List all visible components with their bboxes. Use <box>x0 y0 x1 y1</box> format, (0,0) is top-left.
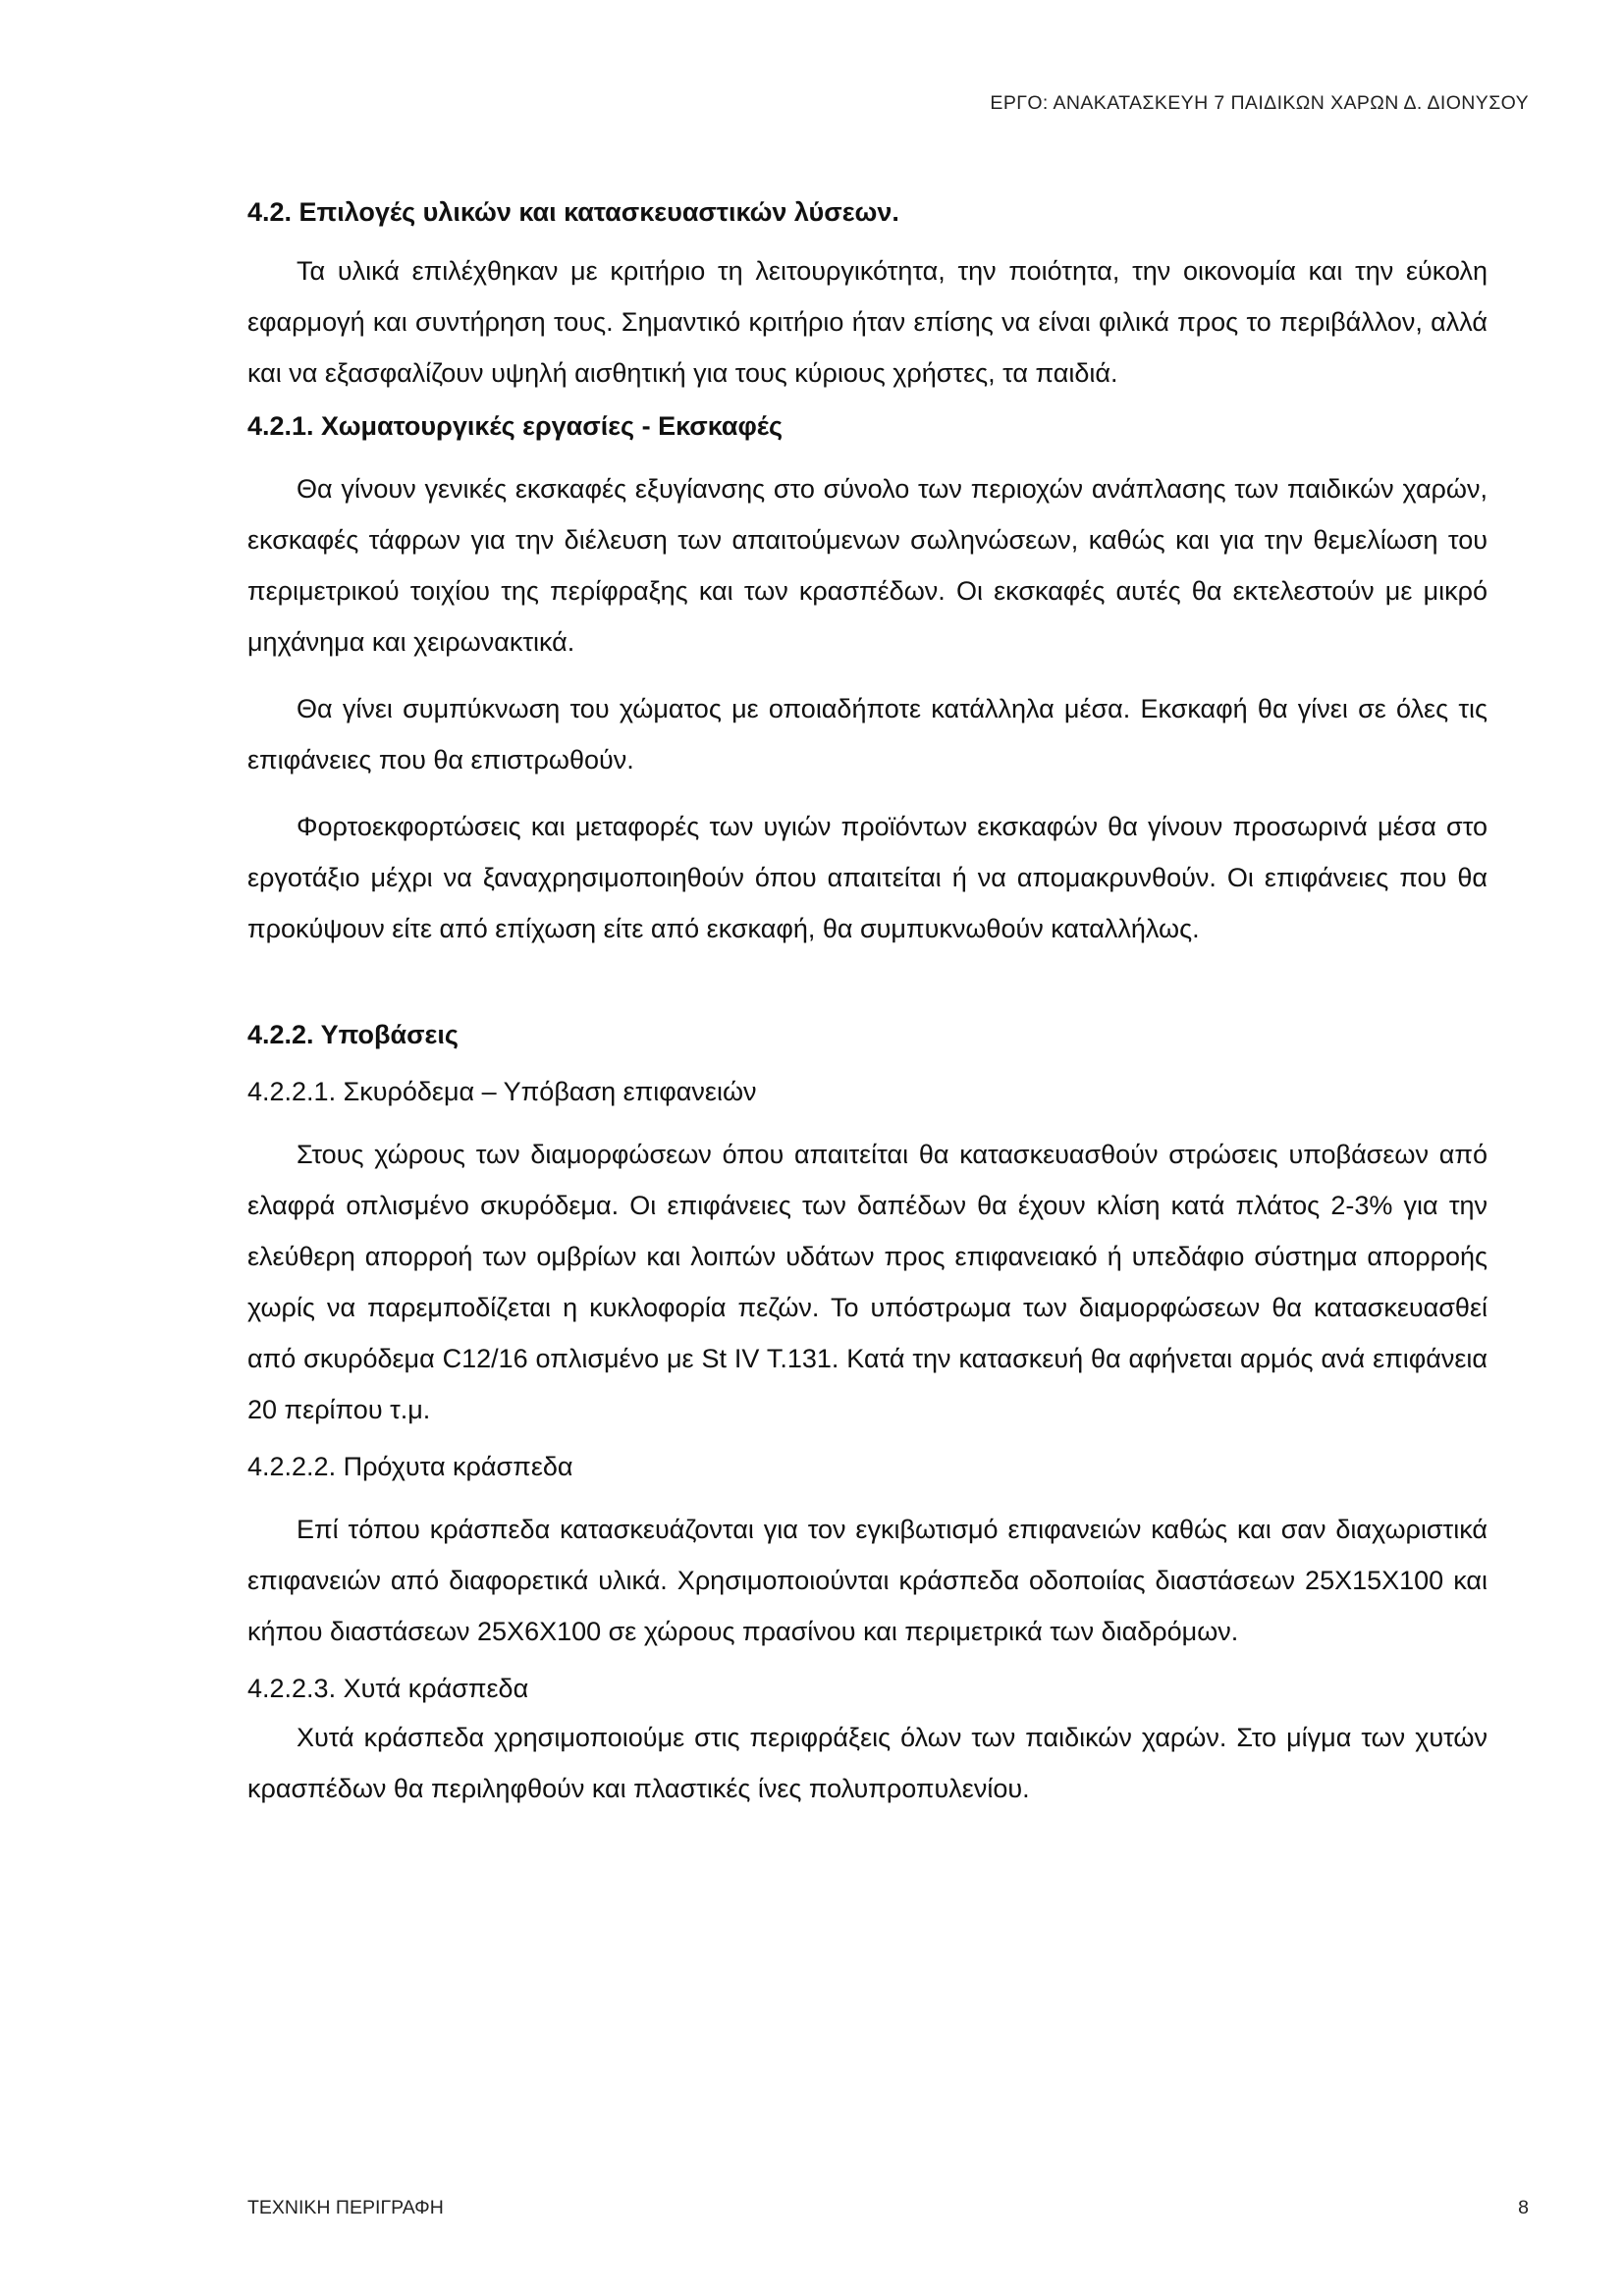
paragraph: Φορτοεκφορτώσεις και μεταφορές των υγιών προϊόντων εκσκαφών θα γίνουν προσωρινά μέσα στο εργοτάξιο μέχρι να ξαναχρησιμοποιηθούν όπου απαιτείται ή να απομακρυνθούν. Οι επιφάνειες που θα προκύψουν είτε από επίχωση είτε από εκσκαφή, θα συμπυκνωθούν καταλλήλως. <box>247 812 1488 943</box>
paragraph: Τα υλικά επιλέχθηκαν με κριτήριο τη λειτουργικότητα, την ποιότητα, την οικονομία και την εύκολη εφαρμογή και συντήρηση τους. Σημαντικό κριτήριο ήταν επίσης να είναι φιλικά προς το περιβάλλον, αλλά και να εξασφαλίζουν υψηλή αισθητική για τους κύριους χρήστες, τα παιδιά. <box>247 256 1488 388</box>
document-body <box>247 192 1488 1814</box>
running-header: ΕΡΓΟ: ΑΝΑΚΑΤΑΣΚΕΥΗ 7 ΠΑΙΔΙΚΩΝ ΧΑΡΩΝ Δ. ΔΙΟΝΥΣΟΥ <box>990 92 1529 114</box>
page-number: 8 <box>1518 2197 1529 2218</box>
running-footer-title: ΤΕΧΝΙΚΗ ΠΕΡΙΓΡΑΦΗ <box>247 2197 444 2218</box>
section-title-4-2-1: 4.2.1. Χωματουργικές εργασίες - Εκσκαφές <box>247 411 784 441</box>
paragraph: Επί τόπου κράσπεδα κατασκευάζονται για τον εγκιβωτισμό επιφανειών καθώς και σαν διαχωριστικά επιφανειών από διαφορετικά υλικά. Χρησιμοποιούνται κράσπεδα οδοποιίας διαστάσεων 25Χ15Χ100 και κήπου διαστάσεων 25Χ6Χ100 σε χώρους πρασίνου και περιμετρικά των διαδρόμων. <box>247 1515 1488 1646</box>
paragraph: Θα γίνουν γενικές εκσκαφές εξυγίανσης στο σύνολο των περιοχών ανάπλασης των παιδικών χαρών, εκσκαφές τάφρων για την διέλευση των απαιτούμενων σωληνώσεων, καθώς και για την θεμελίωση του περιμετρικού τοιχίου της περίφραξης και των κρασπέδων. Οι εκσκαφές αυτές θα εκτελεστούν με μικρό μηχάνημα και χειρωνακτικά. <box>247 474 1488 657</box>
paragraph: Χυτά κράσπεδα χρησιμοποιούμε στις περιφράξεις όλων των παιδικών χαρών. Στο μίγμα των χυτών κρασπέδων θα περιληφθούν και πλαστικές ίνες πολυπροπυλενίου. <box>247 1723 1488 1803</box>
paragraph: Θα γίνει συμπύκνωση του χώματος με οποιαδήποτε κατάλληλα μέσα. Εκσκαφή θα γίνει σε όλες τις επιφάνειες που θα επιστρωθούν. <box>247 694 1488 774</box>
paragraph: Στους χώρους των διαμορφώσεων όπου απαιτείται θα κατασκευασθούν στρώσεις υποβάσεων από ελαφρά οπλισμένο σκυρόδεμα. Οι επιφάνειες των δαπέδων θα έχουν κλίση κατά πλάτος 2-3% για την ελεύθερη απορροή των ομβρίων και λοιπών υδάτων προς επιφανειακό ή υπεδάφιο σύστημα απορροής χωρίς να παρεμποδίζεται η κυκλοφορία πεζών. Το υπόστρωμα των διαμορφώσεων θα κατασκευασθεί από σκυρόδεμα C12/16 οπλισμένο με St IV T.131. Κατά την κατασκευή θα αφήνεται αρμός ανά επιφάνεια 20 περίπου τ.μ. <box>247 1140 1488 1424</box>
section-title-4-2-2: 4.2.2. Υποβάσεις <box>247 1020 459 1049</box>
section-title-4-2: 4.2. Επιλογές υλικών και κατασκευαστικών λύσεων. <box>247 197 899 227</box>
subsection-title-4-2-2-1: 4.2.2.1. Σκυρόδεμα – Υπόβαση επιφανειών <box>247 1077 757 1106</box>
subsection-title-4-2-2-3: 4.2.2.3. Χυτά κράσπεδα <box>247 1674 529 1703</box>
subsection-title-4-2-2-2: 4.2.2.2. Πρόχυτα κράσπεδα <box>247 1452 573 1481</box>
